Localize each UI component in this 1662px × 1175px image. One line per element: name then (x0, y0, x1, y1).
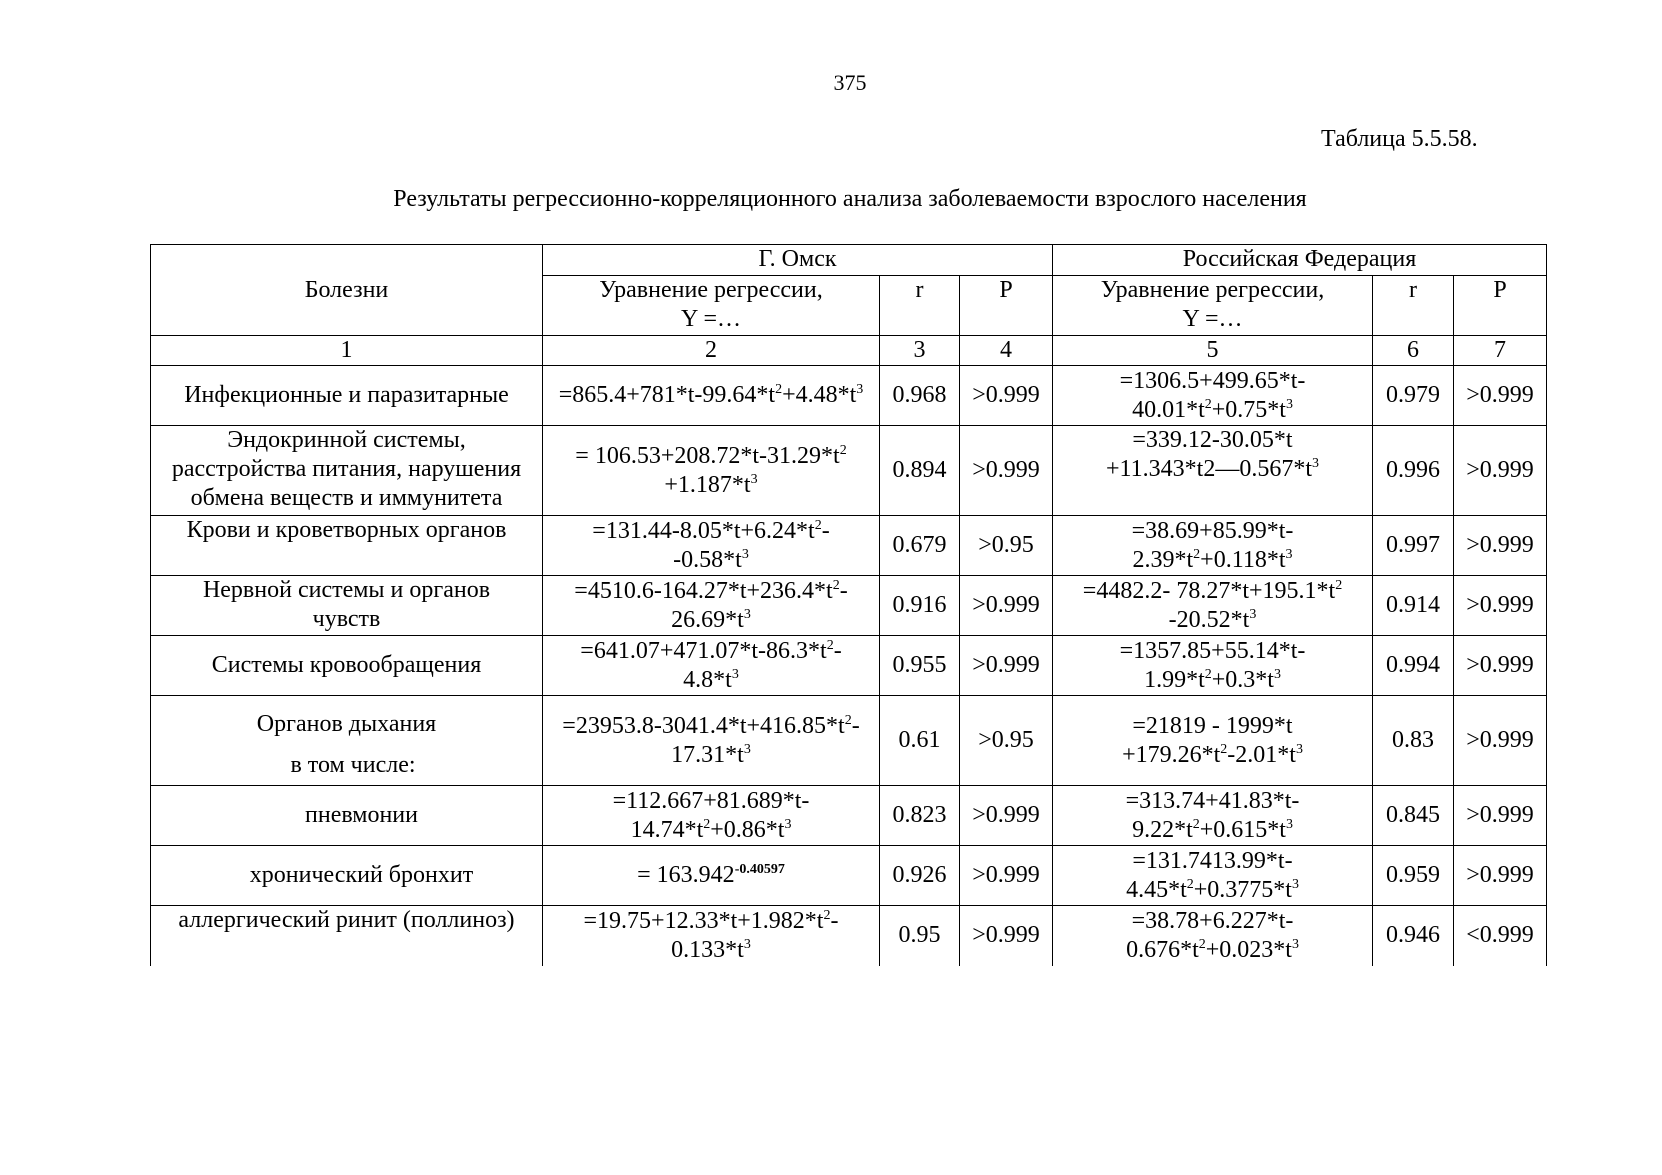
omsk-equation: $=4510.6-164.27*t+236.4*t^2-$ $26.69*t^3$ (543, 576, 880, 636)
disease-cell: Органов дыхания в том числе: (151, 696, 543, 786)
omsk-p-value: >0.999 (960, 906, 1053, 966)
table-title: Результаты регрессионно-корреляционного анализа заболеваемости взрослого населения (393, 186, 1307, 212)
omsk-equation: =112.667+81.689*t- $14.74*t^2+0.86*t^3$ (543, 786, 880, 846)
table-row (151, 786, 1547, 846)
page-number: 375 (833, 70, 867, 95)
rf-p-value: >0.999 (1454, 366, 1547, 426)
omsk-r-value: 0.955 (880, 636, 960, 696)
omsk-r-value: 0.95 (880, 906, 960, 966)
disease-cell: аллергический ринит (поллиноз) (151, 906, 543, 966)
omsk-p-value: >0.999 (960, 786, 1053, 846)
omsk-r-value: 0.823 (880, 786, 960, 846)
header-diseases: Болезни (151, 245, 543, 336)
col-number: 6 (1373, 336, 1454, 366)
rf-equation: =1357.85+55.14*t- $1.99*t^2+0.3*t^3$ (1053, 636, 1373, 696)
omsk-r-value: 0.894 (880, 426, 960, 516)
omsk-p-value: >0.999 (960, 426, 1053, 516)
rf-p-value: >0.999 (1454, 636, 1547, 696)
table-caption: Таблица 5.5.58. (1321, 126, 1478, 152)
omsk-r-value: 0.926 (880, 846, 960, 906)
col-number: 1 (151, 336, 543, 366)
omsk-r-value: 0.968 (880, 366, 960, 426)
omsk-equation: $=19.75+12.33*t+1.982*t^2-$ $0.133*t^3$ (543, 906, 880, 966)
col-number: 2 (543, 336, 880, 366)
table-row (151, 696, 1547, 786)
rf-p-value: >0.999 (1454, 696, 1547, 786)
omsk-equation: $=865.4+781*t-99.64*t^2+4.48*t^3$ (543, 366, 880, 426)
rf-equation: =313.74+41.83*t- $9.22*t^2+0.615*t^3$ (1053, 786, 1373, 846)
table-row (151, 636, 1547, 696)
rf-p-value: >0.999 (1454, 786, 1547, 846)
rf-r-value: 0.994 (1373, 636, 1454, 696)
table-row (151, 516, 1547, 576)
disease-cell: Крови и кроветворных органов (151, 516, 543, 576)
header-group-omsk: Г. Омск (543, 245, 1053, 276)
rf-p-value: >0.999 (1454, 426, 1547, 516)
omsk-equation: $=641.07+471.07*t-86.3*t^2-$ $4.8*t^3$ (543, 636, 880, 696)
rf-equation: =131.7413.99*t- $4.45*t^2+0.3775*t^3$ (1053, 846, 1373, 906)
rf-r-value: 0.997 (1373, 516, 1454, 576)
rf-equation: =38.78+6.227*t- $0.676*t^2+0.023*t^3$ (1053, 906, 1373, 966)
omsk-r-value: 0.61 (880, 696, 960, 786)
disease-cell: Эндокринной системы, расстройства питания, нарушения обмена веществ и иммунитета (151, 426, 543, 516)
rf-p-value: <0.999 (1454, 906, 1547, 966)
col-number: 3 (880, 336, 960, 366)
header-omsk-p: P (960, 276, 1053, 336)
omsk-equation: = $163.942^{-0.40597}$ (543, 846, 880, 906)
disease-cell: Инфекционные и паразитарные (151, 366, 543, 426)
rf-r-value: 0.959 (1373, 846, 1454, 906)
rf-p-value: >0.999 (1454, 846, 1547, 906)
table-row (151, 426, 1547, 516)
col-number: 5 (1053, 336, 1373, 366)
header-group-rf: Российская Федерация (1053, 245, 1547, 276)
table-row (151, 576, 1547, 636)
rf-r-value: 0.845 (1373, 786, 1454, 846)
disease-cell: Нервной системы и органов чувств (151, 576, 543, 636)
rf-r-value: 0.979 (1373, 366, 1454, 426)
omsk-r-value: 0.916 (880, 576, 960, 636)
regression-table (150, 244, 1547, 966)
omsk-p-value: >0.999 (960, 366, 1053, 426)
header-rf-p: P (1454, 276, 1547, 336)
omsk-r-value: 0.679 (880, 516, 960, 576)
header-rf-r: r (1373, 276, 1454, 336)
col-number: 4 (960, 336, 1053, 366)
omsk-p-value: >0.95 (960, 516, 1053, 576)
rf-r-value: 0.996 (1373, 426, 1454, 516)
omsk-p-value: >0.999 (960, 846, 1053, 906)
rf-equation: =339.12-30.05*t $+11.343*t2—0.567*t^3$ (1053, 426, 1373, 516)
omsk-equation: $=131.44-8.05*t+6.24*t^2-$ $-0.58*t^3$ (543, 516, 880, 576)
table-row (151, 366, 1547, 426)
rf-r-value: 0.914 (1373, 576, 1454, 636)
rf-equation: =4482.2- $78.27*t+195.1*t^2$ $-20.52*t^3$ (1053, 576, 1373, 636)
disease-cell: пневмонии (151, 786, 543, 846)
omsk-p-value: >0.95 (960, 696, 1053, 786)
rf-r-value: 0.83 (1373, 696, 1454, 786)
header-omsk-r: r (880, 276, 960, 336)
rf-r-value: 0.946 (1373, 906, 1454, 966)
omsk-p-value: >0.999 (960, 636, 1053, 696)
rf-equation: =21819 - 1999*t $+179.26*t^2-2.01*t^3$ (1053, 696, 1373, 786)
omsk-p-value: >0.999 (960, 576, 1053, 636)
rf-p-value: >0.999 (1454, 576, 1547, 636)
header-rf-equation: Уравнение регрессии, Y =… (1053, 276, 1373, 336)
table-row (151, 906, 1547, 966)
col-number: 7 (1454, 336, 1547, 366)
rf-equation: =38.69+85.99*t- $2.39*t^2+0.118*t^3$ (1053, 516, 1373, 576)
table-row (151, 846, 1547, 906)
header-omsk-equation: Уравнение регрессии, Y =… (543, 276, 880, 336)
disease-cell: Системы кровообращения (151, 636, 543, 696)
omsk-equation: $=23953.8-3041.4*t+416.85*t^2-$ $17.31*t^3$ (543, 696, 880, 786)
omsk-equation: = $106.53+208.72*t-31.29*t^2$ $+1.187*t^3$ (543, 426, 880, 516)
rf-p-value: >0.999 (1454, 516, 1547, 576)
rf-equation: =1306.5+499.65*t- $40.01*t^2+0.75*t^3$ (1053, 366, 1373, 426)
disease-cell: хронический бронхит (151, 846, 543, 906)
